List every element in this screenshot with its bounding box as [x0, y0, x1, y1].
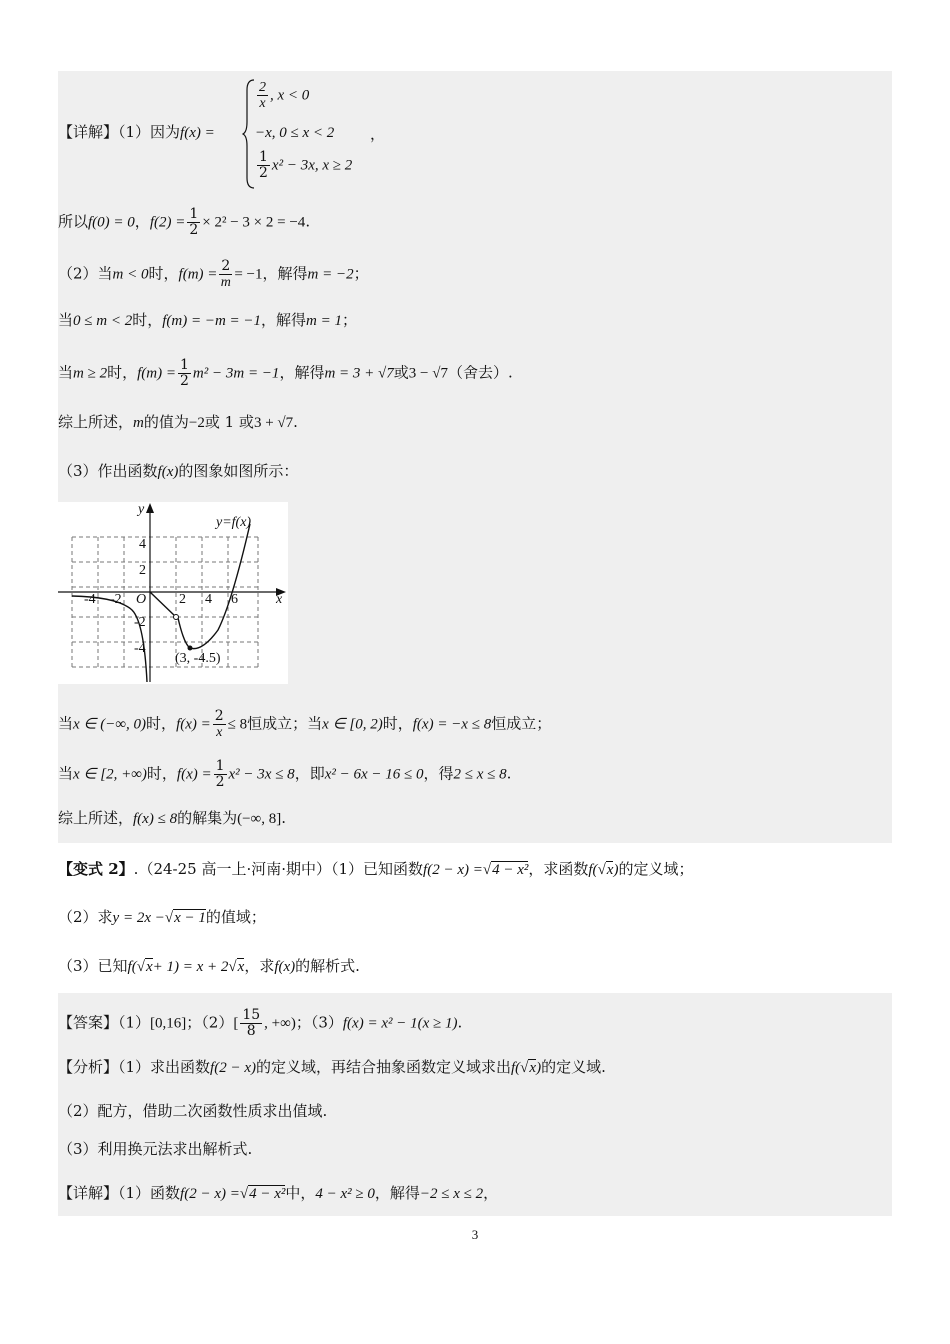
x-axis-label: x: [276, 592, 283, 607]
answer-line: 【答案】（1）[0,16]；（2）[ $\frac{15}{8}$ , +∞)；（3）f(x) = x² − 1(x ≥ 1).: [58, 1007, 463, 1039]
case-2: −x, 0 ≤ x < 2: [255, 125, 335, 141]
detail-line-3: （2）当m < 0时，f(m) = $\frac{2}{m}$ = −1，解得m = −2；: [58, 258, 369, 290]
detail-line-1: 【详解】（1）因为f(x) =: [58, 123, 215, 141]
analysis-line-1: 【分析】（1）求出函数f(2 − x)的定义域，再结合抽象函数定义域求出f(√x)的定义域.: [58, 1058, 606, 1076]
curve-label: y=f(x): [216, 515, 252, 530]
y-axis-label: y: [138, 502, 145, 517]
graph-labels: [58, 502, 288, 684]
detail-line-9: 当x ∈ [2, +∞)时，f(x) = $\frac{1}{2}$ x² − 3x ≤ 8，即x² − 6x − 16 ≤ 0，得2 ≤ x ≤ 8.: [58, 758, 512, 790]
detail-line-7: （3）作出函数f(x)的图象如图所示：: [58, 462, 299, 480]
min-point-label: (3, -4.5): [175, 651, 221, 666]
detail-line-5: 当m ≥ 2时，f(m) = $\frac{1}{2}$ m² − 3m = −1，解得m = 3 + √7或3 − √7（舍去）.: [58, 357, 513, 389]
detail-2-line-1: 【详解】（1）函数f(2 − x) =√4 − x²中，4 − x² ≥ 0，解得−2 ≤ x ≤ 2，: [58, 1184, 499, 1202]
detail-line-2: 所以f(0) = 0，f(2) = $\frac{1}{2}$ × 2² − 3 × 2 = −4.: [58, 206, 311, 238]
y-tick: -4: [134, 641, 146, 656]
problem-line-2: （2）求y = 2x −√x − 1的值域；: [58, 908, 266, 926]
x-tick: -2: [110, 592, 122, 607]
problem-line-3: （3）已知f(√x+ 1) = x + 2√x，求f(x)的解析式.: [58, 957, 360, 975]
x-tick: 4: [205, 592, 212, 607]
case-tail: ，: [370, 125, 386, 143]
analysis-line-2: （2）配方，借助二次函数性质求出值域.: [58, 1102, 328, 1120]
detail-line-6: 综上所述，m的值为−2或 1 或3 + √7.: [58, 413, 298, 431]
page-number: 3: [471, 1227, 479, 1242]
origin-label: O: [136, 592, 147, 607]
detail-line-10: 综上所述，f(x) ≤ 8的解集为(−∞, 8].: [58, 809, 287, 827]
case-3: $\frac{1}{2}$ x² − 3x, x ≥ 2: [259, 149, 353, 181]
problem-title: 【变式 2】: [58, 860, 134, 878]
case-1: $\frac{2}{x}$ , x < 0: [259, 80, 310, 111]
x-tick: 2: [179, 592, 186, 607]
y-tick: -2: [134, 615, 146, 630]
x-tick: -4: [84, 592, 96, 607]
x-tick: 6: [231, 592, 238, 607]
detail-line-8: 当x ∈ (−∞, 0)时，f(x) = $\frac{2}{x}$ ≤ 8恒成立；当x ∈ [0, 2)时，f(x) = −x ≤ 8恒成立；: [58, 708, 552, 740]
left-brace: [242, 78, 256, 190]
problem-line-1: 【变式 2】.（24-25 高一上·河南·期中）（1）已知函数f(2 − x) =√4 − x²，求函数f(√x)的定义域；: [58, 860, 694, 878]
y-tick: 2: [139, 563, 146, 578]
y-tick: 4: [139, 537, 146, 552]
detail-line-4: 当0 ≤ m < 2时，f(m) = −m = −1，解得m = 1；: [58, 311, 358, 329]
analysis-line-3: （3）利用换元法求出解析式.: [58, 1140, 253, 1158]
